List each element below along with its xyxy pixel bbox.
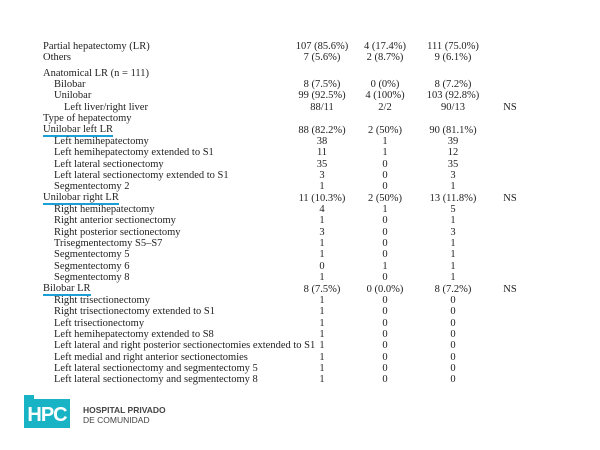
cell-col-2: 0 bbox=[382, 374, 388, 386]
cell-col-1: 1 bbox=[319, 238, 325, 250]
cell-col-1: 1 bbox=[319, 181, 325, 193]
cell-col-3: 1 bbox=[450, 181, 456, 193]
cell-col-3: 0 bbox=[450, 317, 456, 329]
table-row bbox=[0, 68, 600, 79]
cell-col-1: 1 bbox=[319, 294, 325, 306]
cell-col-2: 4 (17.4%) bbox=[364, 41, 406, 52]
cell-col-1: 1 bbox=[319, 249, 325, 261]
cell-col-3: 0 bbox=[450, 328, 456, 340]
cell-col-3: 8 (7.2%) bbox=[434, 283, 472, 295]
cell-col-2: 0 (0%) bbox=[370, 79, 400, 91]
table-row bbox=[0, 284, 600, 295]
cell-col-1: 1 bbox=[319, 215, 325, 227]
table-row bbox=[0, 41, 600, 52]
significance: NS bbox=[503, 192, 517, 204]
table-row bbox=[0, 125, 600, 136]
cell-col-3: 1 bbox=[450, 215, 456, 227]
row-label: Left hemihepatectomy bbox=[54, 135, 149, 147]
cell-col-2: 1 bbox=[382, 147, 388, 159]
cell-col-2: 0 bbox=[382, 328, 388, 340]
cell-col-3: 1 bbox=[450, 249, 456, 261]
cell-col-1: 99 (92.5%) bbox=[298, 90, 346, 102]
cell-col-1: 0 bbox=[319, 260, 325, 272]
table-row bbox=[0, 181, 600, 192]
row-label: Segmentectomy 8 bbox=[54, 272, 130, 284]
table-row bbox=[0, 329, 600, 340]
row-label: Bilobar LR bbox=[43, 282, 91, 294]
cell-col-2: 2 (50%) bbox=[367, 124, 403, 136]
row-label: Unilobar right LR bbox=[43, 191, 119, 203]
table-row bbox=[0, 102, 600, 113]
hepatectomy-table bbox=[0, 41, 600, 386]
row-label: Right posterior sectionectomy bbox=[54, 226, 181, 238]
row-label: Right trisectionectomy extended to S1 bbox=[54, 306, 215, 318]
table-row bbox=[0, 147, 600, 158]
table-row bbox=[0, 352, 600, 363]
row-label: Trisegmentectomy S5–S7 bbox=[54, 238, 163, 250]
row-label: Left lateral sectionectomy extended to S1 bbox=[54, 169, 229, 181]
cell-col-3: 39 bbox=[447, 135, 459, 147]
row-label: Right anterior sectionectomy bbox=[54, 215, 176, 227]
cell-col-3: 0 bbox=[450, 294, 456, 306]
cell-col-2: 0 (0.0%) bbox=[366, 283, 404, 295]
table-row bbox=[0, 204, 600, 215]
table-row bbox=[0, 363, 600, 374]
cell-col-3: 9 (6.1%) bbox=[434, 52, 472, 64]
cell-col-2: 0 bbox=[382, 294, 388, 306]
cell-col-3: 35 bbox=[447, 158, 459, 170]
cell-col-1: 107 (85.6%) bbox=[295, 41, 349, 52]
hpc-logo bbox=[24, 399, 70, 428]
cell-col-2: 4 (100%) bbox=[365, 90, 405, 102]
table-row bbox=[0, 306, 600, 317]
cell-col-2: 0 bbox=[382, 363, 388, 375]
cell-col-3: 90/13 bbox=[441, 101, 465, 113]
logo-mark: HPC bbox=[27, 404, 67, 426]
cell-col-3: 1 bbox=[450, 272, 456, 284]
table-row bbox=[0, 272, 600, 283]
cell-col-3: 111 (75.0%) bbox=[427, 41, 479, 52]
cell-col-1: 88/11 bbox=[310, 101, 334, 113]
row-label: Left liver/right liver bbox=[64, 101, 148, 113]
hospital-name bbox=[83, 405, 166, 425]
cell-col-1: 1 bbox=[319, 340, 325, 352]
cell-col-3: 13 (11.8%) bbox=[429, 192, 477, 204]
cell-col-1: 1 bbox=[319, 374, 325, 386]
cell-col-2: 2 (50%) bbox=[367, 192, 403, 204]
table-row bbox=[0, 79, 600, 90]
cell-col-3: 12 bbox=[447, 147, 459, 159]
table-row bbox=[0, 261, 600, 272]
cell-col-3: 0 bbox=[450, 363, 456, 375]
row-label: Left lateral sectionectomy bbox=[54, 158, 164, 170]
row-label: Right trisectionectomy bbox=[54, 294, 150, 306]
cell-col-1: 8 (7.5%) bbox=[303, 283, 341, 295]
row-label: Segmentectomy 6 bbox=[54, 260, 130, 272]
cell-col-3: 90 (81.1%) bbox=[429, 124, 477, 136]
table-row bbox=[0, 52, 600, 63]
cell-col-3: 3 bbox=[450, 226, 456, 238]
table-row bbox=[0, 159, 600, 170]
cell-col-2: 0 bbox=[382, 272, 388, 284]
cell-col-2: 1 bbox=[382, 135, 388, 147]
cell-col-1: 1 bbox=[319, 272, 325, 284]
row-label: Bilobar bbox=[54, 79, 86, 91]
row-label: Left lateral and right posterior sectionectomies extended to S1 bbox=[54, 340, 316, 352]
cell-col-1: 38 bbox=[316, 135, 328, 147]
table-row bbox=[0, 136, 600, 147]
significance: NS bbox=[503, 101, 517, 113]
cell-col-1: 11 (10.3%) bbox=[298, 192, 346, 204]
cell-col-2: 2/2 bbox=[378, 101, 392, 113]
table-row bbox=[0, 227, 600, 238]
row-label: Others bbox=[43, 52, 71, 64]
cell-col-2: 0 bbox=[382, 351, 388, 363]
table-row bbox=[0, 90, 600, 101]
cell-col-2: 0 bbox=[382, 226, 388, 238]
table-row bbox=[0, 249, 600, 260]
row-label: Left lateral sectionectomy and segmentectomy 8 bbox=[54, 374, 258, 386]
cell-col-1: 3 bbox=[319, 226, 325, 238]
logo-notch bbox=[24, 395, 34, 399]
row-label: Segmentectomy 5 bbox=[54, 249, 130, 261]
cell-col-2: 2 (8.7%) bbox=[366, 52, 404, 64]
table-row bbox=[0, 113, 600, 124]
cell-col-1: 1 bbox=[319, 306, 325, 318]
significance: NS bbox=[503, 283, 517, 295]
cell-col-3: 103 (92.8%) bbox=[426, 90, 480, 102]
row-label: Anatomical LR (n = 111) bbox=[43, 67, 150, 79]
cell-col-1: 35 bbox=[316, 158, 328, 170]
cell-col-1: 1 bbox=[319, 317, 325, 329]
cell-col-1: 11 bbox=[316, 147, 328, 159]
row-label: Left trisectionectomy bbox=[54, 317, 145, 329]
cell-col-1: 1 bbox=[319, 351, 325, 363]
table-row bbox=[0, 318, 600, 329]
row-label: Right hemihepatectomy bbox=[54, 204, 155, 216]
row-label: Unilobar bbox=[54, 90, 92, 102]
cell-col-3: 0 bbox=[450, 340, 456, 352]
table-row bbox=[0, 193, 600, 204]
cell-col-3: 1 bbox=[450, 238, 456, 250]
cell-col-2: 0 bbox=[382, 249, 388, 261]
cell-col-3: 1 bbox=[450, 260, 456, 272]
cell-col-2: 0 bbox=[382, 238, 388, 250]
table-row bbox=[0, 170, 600, 181]
row-label: Partial hepatectomy (LR) bbox=[43, 41, 150, 52]
cell-col-2: 0 bbox=[382, 158, 388, 170]
table-row bbox=[0, 374, 600, 385]
row-label: Segmentectomy 2 bbox=[54, 181, 130, 193]
table-row bbox=[0, 238, 600, 249]
row-label: Left hemihepatectomy extended to S1 bbox=[54, 147, 214, 159]
cell-col-3: 5 bbox=[450, 204, 456, 216]
cell-col-2: 0 bbox=[382, 215, 388, 227]
table-row bbox=[0, 215, 600, 226]
row-label: Type of hepatectomy bbox=[43, 113, 132, 125]
row-label: Left hemihepatectomy extended to S8 bbox=[54, 328, 214, 340]
cell-col-2: 1 bbox=[382, 260, 388, 272]
cell-col-2: 1 bbox=[382, 204, 388, 216]
row-label: Unilobar left LR bbox=[43, 123, 113, 135]
cell-col-1: 4 bbox=[319, 204, 325, 216]
table-row bbox=[0, 340, 600, 351]
cell-col-2: 0 bbox=[382, 169, 388, 181]
cell-col-1: 8 (7.5%) bbox=[303, 79, 341, 91]
hospital-name-line2: DE COMUNIDAD bbox=[83, 415, 150, 425]
cell-col-2: 0 bbox=[382, 340, 388, 352]
cell-col-1: 1 bbox=[319, 363, 325, 375]
cell-col-2: 0 bbox=[382, 306, 388, 318]
hospital-name-line1: HOSPITAL PRIVADO bbox=[83, 405, 166, 415]
table-row bbox=[0, 295, 600, 306]
cell-col-3: 0 bbox=[450, 374, 456, 386]
cell-col-3: 8 (7.2%) bbox=[434, 79, 472, 91]
cell-col-1: 7 (5.6%) bbox=[303, 52, 341, 64]
cell-col-1: 3 bbox=[319, 169, 325, 181]
cell-col-3: 0 bbox=[450, 351, 456, 363]
cell-col-1: 1 bbox=[319, 328, 325, 340]
cell-col-3: 3 bbox=[450, 169, 456, 181]
row-label: Left lateral sectionectomy and segmentectomy 5 bbox=[54, 363, 258, 375]
cell-col-2: 0 bbox=[382, 181, 388, 193]
cell-col-3: 0 bbox=[450, 306, 456, 318]
row-label: Left medial and right anterior sectionectomies bbox=[54, 351, 248, 363]
cell-col-2: 0 bbox=[382, 317, 388, 329]
cell-col-1: 88 (82.2%) bbox=[298, 124, 346, 136]
